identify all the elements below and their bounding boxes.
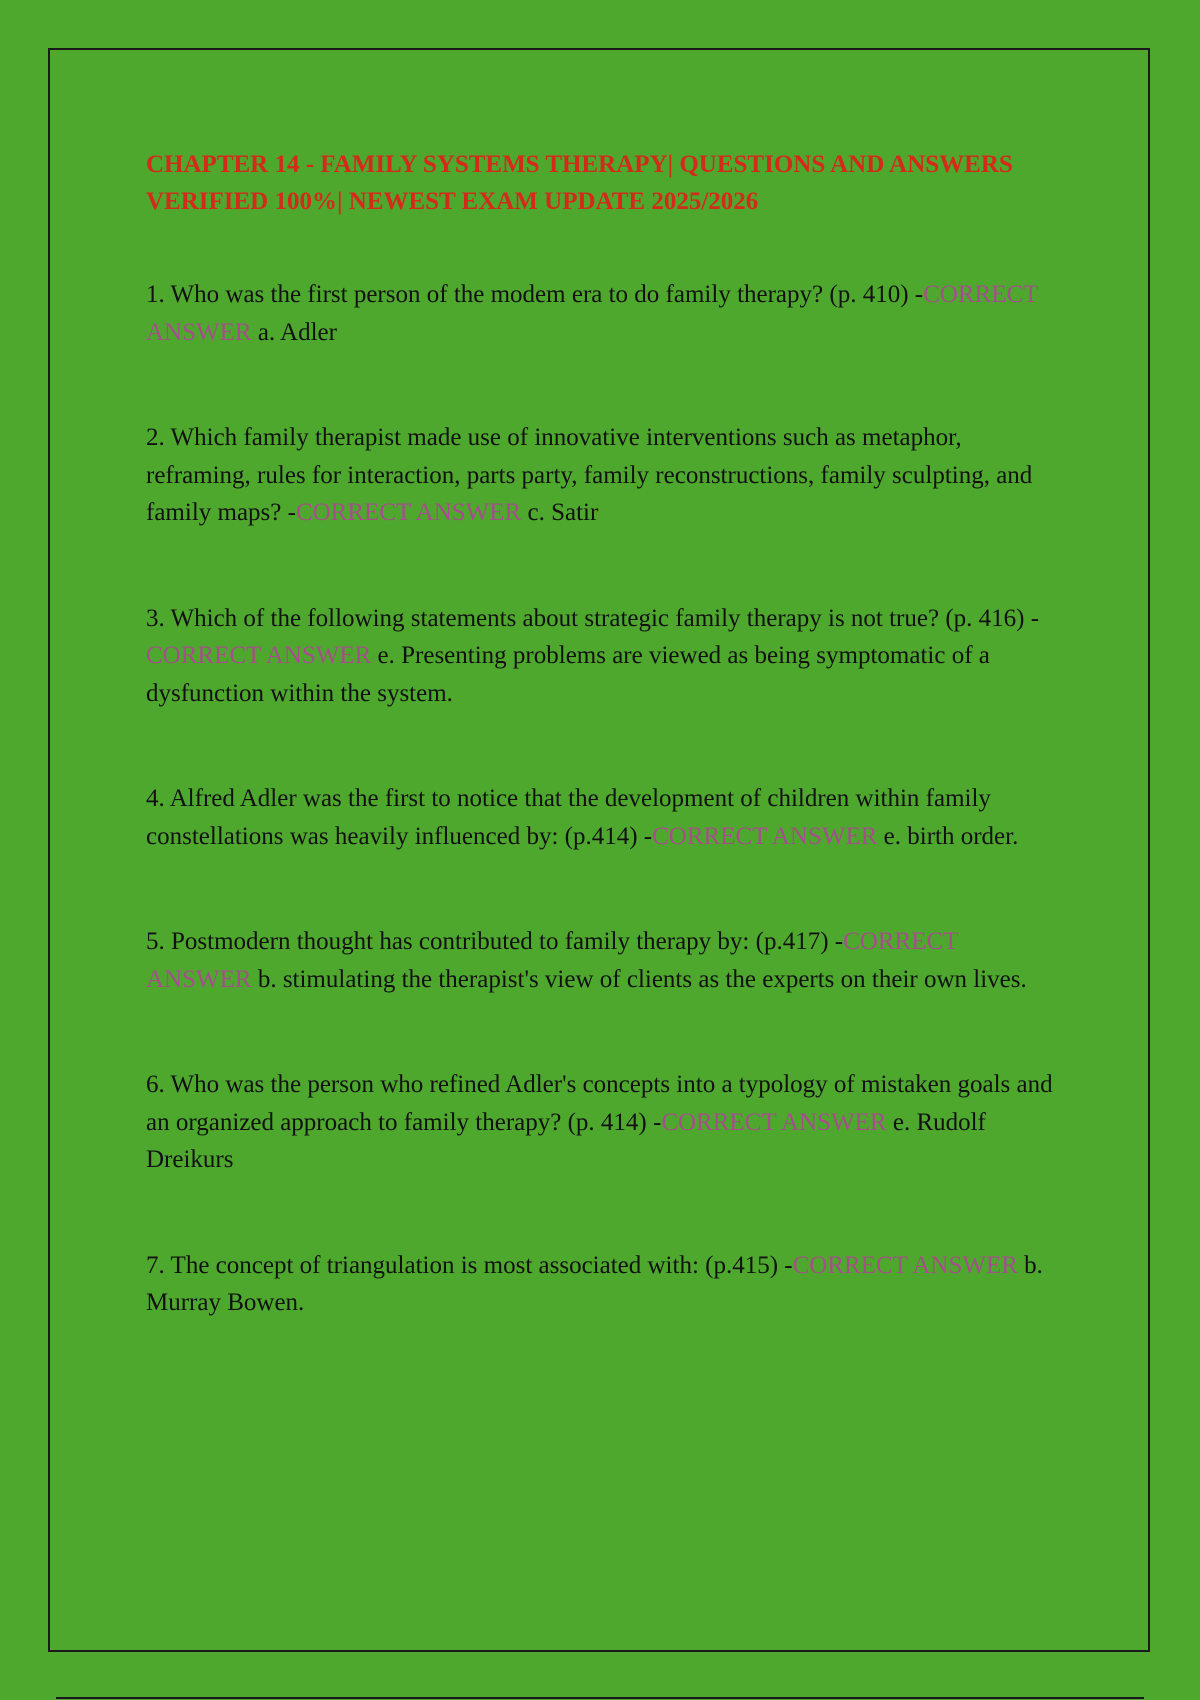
correct-answer-label: CORRECT ANSWER — [661, 1108, 887, 1136]
answer-text: c. Satir — [521, 499, 599, 526]
question-text: 4. Alfred Adler was the first to notice that the development of children within family constellations was heavily influenced by: (p.414) - — [146, 785, 991, 850]
answer-text: b. Murray Bowen. — [146, 1251, 1043, 1316]
qa-item-2 — [146, 419, 1066, 532]
answer-text: e. Rudolf Dreikurs — [146, 1108, 986, 1173]
question-text: 1. Who was the first person of the modem era to do family therapy? (p. 410) - — [146, 281, 924, 308]
correct-answer-label: CORRECT ANSWER — [146, 281, 1038, 346]
document-title: CHAPTER 14 - FAMILY SYSTEMS THERAPY| QUESTIONS AND ANSWERS VERIFIED 100%| NEWEST EXAM UPDATE 2025/2026 — [146, 151, 1013, 215]
answer-text: e. Presenting problems are viewed as being symptomatic of a dysfunction within the system. — [146, 642, 990, 707]
correct-answer-label: CORRECT ANSWER — [295, 499, 522, 526]
document-content — [146, 146, 1066, 1390]
qa-item-7 — [146, 1247, 1066, 1322]
correct-answer-label: CORRECT ANSWER — [792, 1251, 1018, 1279]
answer-text: e. birth order. — [877, 822, 1019, 850]
answer-text: a. Adler — [251, 318, 337, 346]
correct-answer-label: CORRECT ANSWER — [146, 928, 958, 993]
qa-item-1 — [146, 276, 1066, 351]
qa-item-4 — [146, 780, 1066, 855]
correct-answer-label: CORRECT ANSWER — [652, 822, 878, 850]
answer-text: b. stimulating the therapist's view of clients as the experts on their own lives. — [251, 965, 1027, 993]
qa-item-5 — [146, 923, 1066, 998]
page-bottom-divider — [56, 1697, 1144, 1699]
question-text: 6. Who was the person who refined Adler's concepts into a typology of mistaken goals and an organized approach to family therapy? (p. 414) - — [146, 1071, 1053, 1136]
question-text: 5. Postmodern thought has contributed to family therapy by: (p.417) - — [146, 928, 844, 955]
correct-answer-label: CORRECT ANSWER — [146, 642, 372, 669]
question-text: 2. Which family therapist made use of innovative interventions such as metaphor, reframing, rules for interaction, parts party, family reconstructions, family sculpting, and family maps? - — [146, 424, 1033, 526]
question-text: 7. The concept of triangulation is most associated with: (p.415) - — [146, 1251, 793, 1279]
qa-item-3 — [146, 600, 1066, 713]
question-text: 3. Which of the following statements about strategic family therapy is not true? (p. 416) - — [146, 604, 1040, 632]
qa-item-6 — [146, 1066, 1066, 1179]
